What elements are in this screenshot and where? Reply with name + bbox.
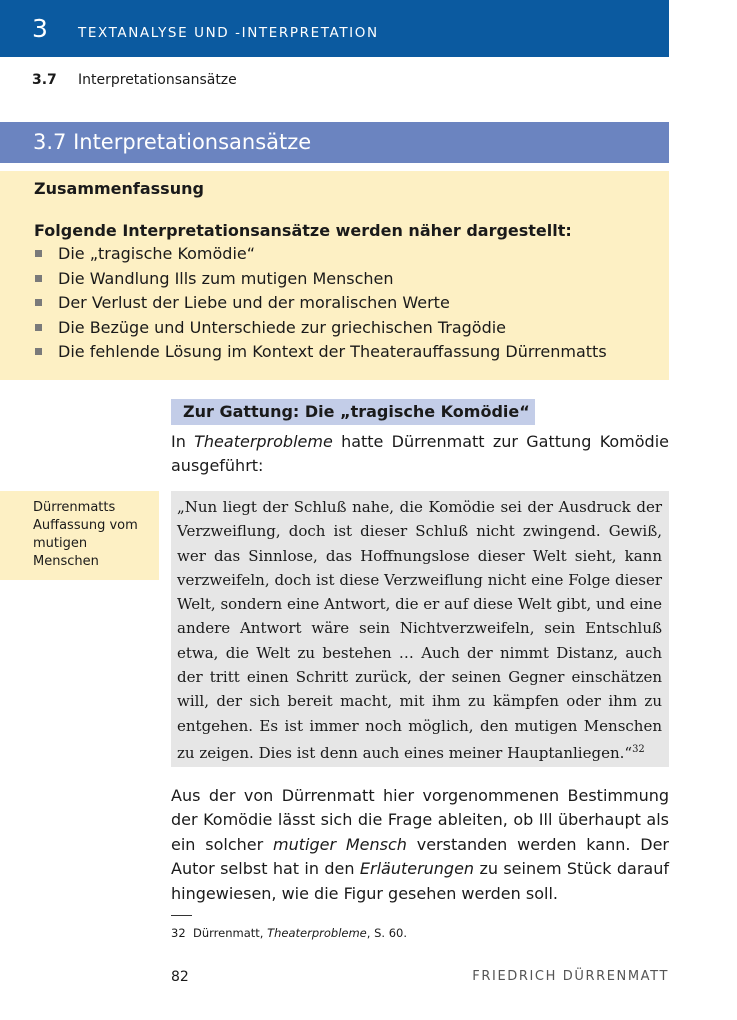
footnote-divider bbox=[171, 915, 192, 916]
section-title: Interpretationsansätze bbox=[78, 72, 237, 88]
body-text: Aus der von Dürrenmatt hier vorgenommenen Bestimmung der Komödie lässt sich die Frage ableiten, ob Ill überhaupt als ein solcher bbox=[171, 786, 669, 854]
square-bullet-icon bbox=[35, 275, 42, 282]
list-item bbox=[34, 342, 607, 367]
summary-intro: Folgende Interpretationsansätze werden näher dargestellt: bbox=[34, 221, 572, 240]
section-heading-bar bbox=[0, 122, 669, 163]
quote-paragraph bbox=[177, 495, 662, 765]
margin-note-text: Dürrenmatts Auffassung vom mutigen Menschen bbox=[33, 500, 138, 569]
list-item-text: Die Wandlung Ills zum mutigen Menschen bbox=[58, 268, 394, 288]
chapter-header-bar bbox=[0, 0, 669, 57]
square-bullet-icon bbox=[35, 299, 42, 306]
list-item bbox=[34, 293, 607, 318]
intro-italic-title: Theaterprobleme bbox=[194, 432, 333, 451]
running-footer: FRIEDRICH DÜRRENMATT bbox=[472, 969, 669, 984]
footnote-author: Dürrenmatt, bbox=[193, 926, 268, 940]
square-bullet-icon bbox=[35, 250, 42, 257]
body-text: zu seinem Stück darauf hingewiesen, wie die Figur gesehen werden soll. bbox=[171, 859, 670, 903]
list-item-text: Die Bezüge und Unterschiede zur griechischen Tragödie bbox=[58, 317, 507, 337]
section-reference bbox=[32, 71, 532, 89]
margin-note bbox=[0, 491, 159, 580]
chapter-number: 3 bbox=[32, 14, 48, 43]
page-number: 82 bbox=[171, 969, 189, 985]
body-paragraph bbox=[171, 784, 669, 906]
intro-paragraph bbox=[171, 430, 669, 478]
intro-text-end: hatte Dürrenmatt zur Gattung Komödie ausgeführt: bbox=[171, 432, 670, 475]
quote-box bbox=[171, 491, 669, 767]
body-italic: mutiger Mensch bbox=[273, 834, 407, 854]
list-item bbox=[34, 269, 607, 294]
summary-box bbox=[0, 171, 669, 380]
subsection-heading: Zur Gattung: Die „tragische Komödie“ bbox=[183, 402, 530, 421]
quote-text: „Nun liegt der Schluß nahe, die Komödie sei der Ausdruck der Verzweiflung, doch ist dieser Schluß nicht zwingend. Gewiß, wer das Sinnlose, das Hoffnungslose dieser Welt sieht, kann verzweifeln, doch ist diese Verzweiflung nicht eine Folge dieser Welt, sondern eine Antwort, die er auf diese Welt gibt, und eine andere Antwort wäre sein Nichtverzweifeln, sein Entschluß etwa, die Welt zu bestehen … Auch der nimmt Distanz, auch der tritt einen Schritt zurück, der seinen Gegner einschätzen will, der sich bereit macht, mit ihm zu kämpfen oder ihm zu entgehen. Es ist immer noch möglich, den mutigen Menschen zu zeigen. Dies ist denn auch eines meiner Hauptanliegen.“ bbox=[177, 498, 662, 762]
list-item-text: Die fehlende Lösung im Kontext der Theaterauffassung Dürrenmatts bbox=[58, 342, 607, 361]
footnote-page: , S. 60. bbox=[366, 926, 407, 940]
footnote-number: 32 bbox=[171, 926, 186, 940]
section-heading: 3.7 Interpretationsansätze bbox=[33, 130, 312, 154]
body-italic: Erläuterungen bbox=[359, 859, 475, 879]
footnote-reference: 32 bbox=[632, 743, 645, 755]
footnote-title: Theaterprobleme bbox=[267, 926, 367, 940]
list-item bbox=[34, 318, 607, 343]
square-bullet-icon bbox=[35, 324, 42, 331]
footnote bbox=[171, 925, 407, 941]
intro-text: In bbox=[171, 432, 195, 451]
list-item bbox=[34, 244, 607, 269]
summary-title: Zusammenfassung bbox=[34, 179, 204, 198]
subsection-heading-box bbox=[171, 399, 535, 425]
list-item-text: Der Verlust der Liebe und der moralischen Werte bbox=[58, 293, 450, 312]
chapter-title: TEXTANALYSE UND -INTERPRETATION bbox=[78, 25, 379, 41]
body-text: verstanden werden kann. Der Autor selbst hat in den bbox=[171, 834, 670, 879]
square-bullet-icon bbox=[35, 348, 42, 355]
summary-list bbox=[34, 244, 607, 367]
section-number: 3.7 bbox=[32, 72, 57, 88]
list-item-text: Die „tragische Komödie“ bbox=[58, 244, 256, 263]
